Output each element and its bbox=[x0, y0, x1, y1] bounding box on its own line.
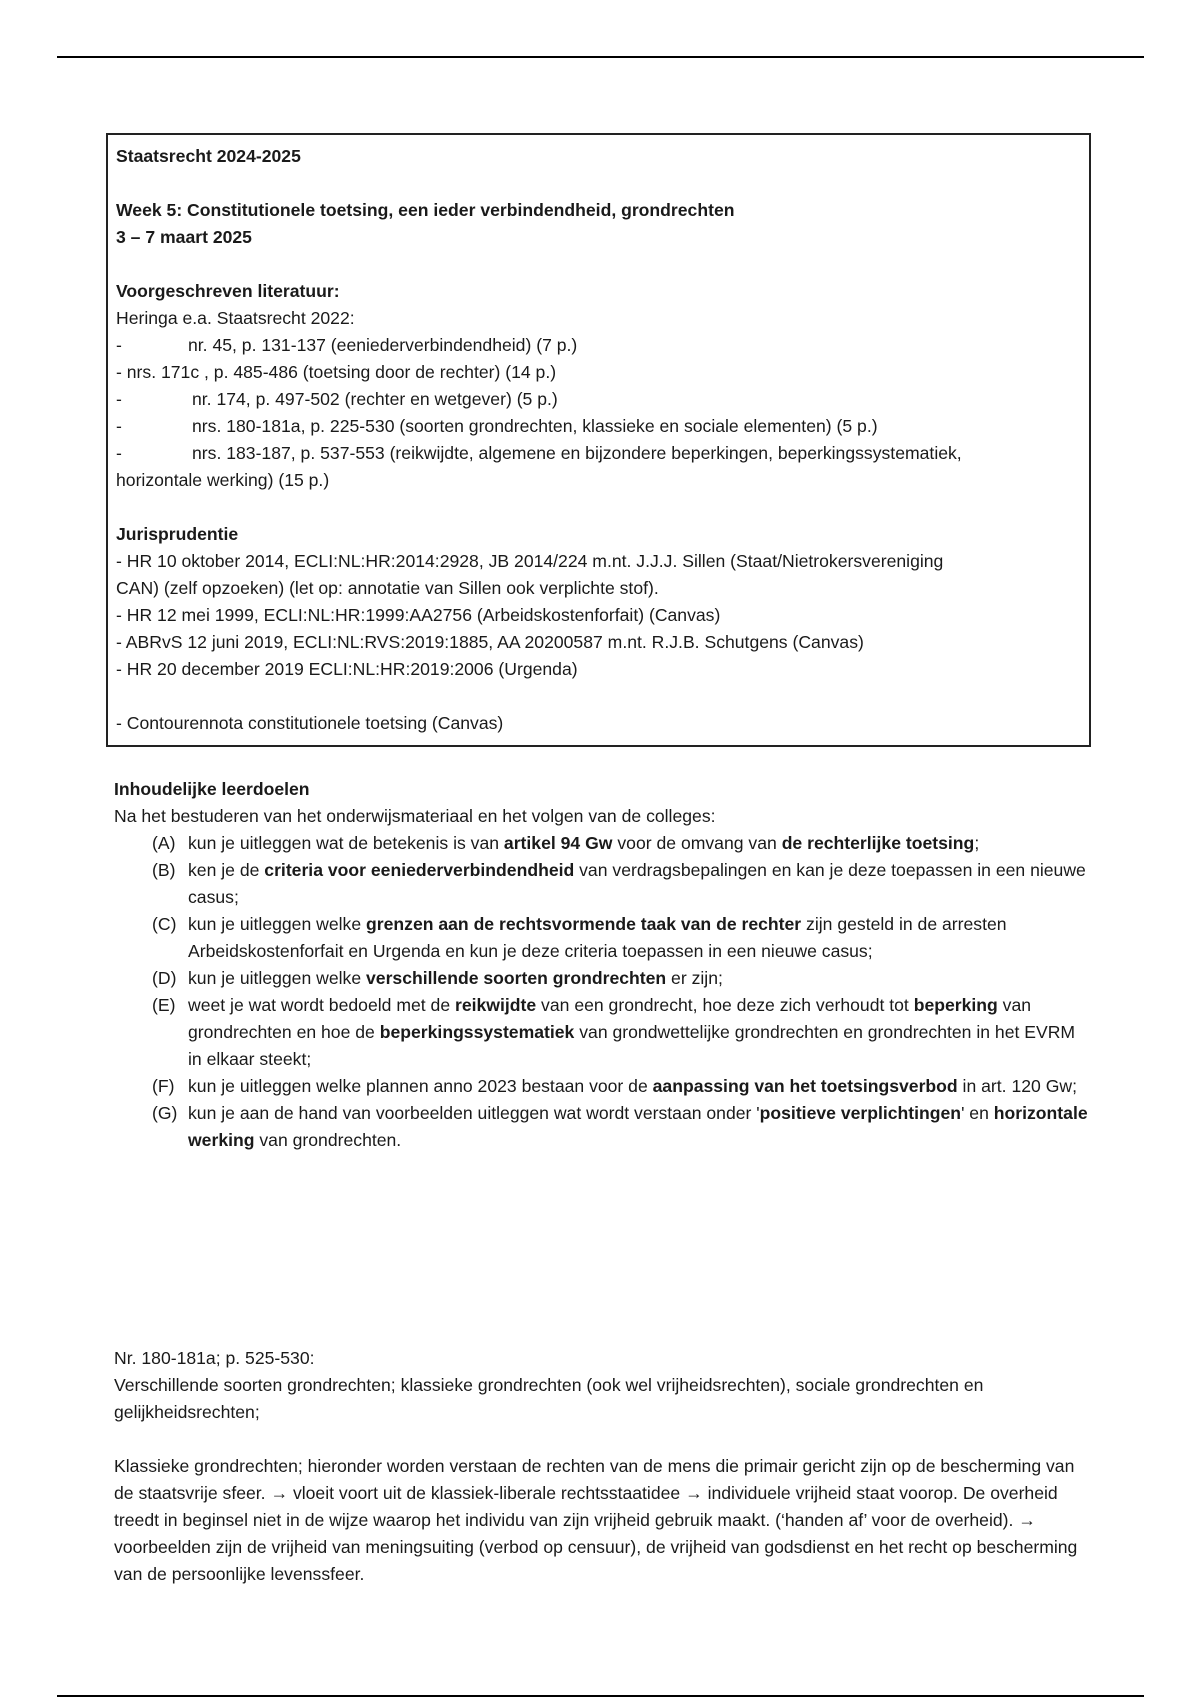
jurisprudence-item: - HR 12 mei 1999, ECLI:NL:HR:1999:AA2756 (Arbeidskostenforfait) (Canvas) bbox=[116, 605, 721, 625]
notes-classic-rights: Klassieke grondrechten; hieronder worden verstaan de rechten van de mens die primair gericht zijn op de bescherming van de staatsvrije sfeer. → vloeit voort uit de klassiek-liberale rechtsstaatidee → individuele vrijheid staat voorop. De overheid treedt in beginsel niet in de wijze waarop het individu van zijn vrijheid gebruik maakt. (‘handen af’ voor de overheid). → voorbeelden zijn de vrijheid van meningsuiting (verbod op censuur), de vrijheid van godsdienst en het recht op bescherming van de persoonlijke levenssfeer. bbox=[114, 1456, 1078, 1584]
goal-item: (G) kun je aan de hand van voorbeelden uitleggen wat wordt verstaan onder 'positieve verplichtingen' en horizontale werking van grondrechten. bbox=[152, 1103, 1088, 1150]
goals-heading: Inhoudelijke leerdoelen bbox=[114, 779, 310, 799]
jurisprudence-heading: Jurisprudentie bbox=[116, 524, 239, 544]
notes-reference: Nr. 180-181a; p. 525-530: bbox=[114, 1348, 315, 1368]
jurisprudence-item: - HR 20 december 2019 ECLI:NL:HR:2019:2006 (Urgenda) bbox=[116, 659, 578, 679]
learning-goals bbox=[114, 776, 1089, 1154]
jurisprudence-item: - ABRvS 12 juni 2019, ECLI:NL:RVS:2019:1885, AA 20200587 m.nt. R.J.B. Schutgens (Canvas) bbox=[116, 632, 864, 652]
goal-item: (A) kun je uitleggen wat de betekenis is van artikel 94 Gw voor de omvang van de rechterlijke toetsing; bbox=[152, 833, 980, 853]
literature-item: - nrs. 171c , p. 485-486 (toetsing door de rechter) (14 p.) bbox=[116, 362, 557, 382]
week-title: Week 5: Constitutionele toetsing, een ieder verbindendheid, grondrechten bbox=[116, 200, 735, 220]
literature-item: - nr. 174, p. 497-502 (rechter en wetgever) (5 p.) bbox=[116, 389, 558, 409]
goal-item: (B) ken je de criteria voor eeniederverbindendheid van verdragsbepalingen en kan je deze toepassen in een nieuwe casus; bbox=[152, 860, 1086, 907]
literature-heading: Voorgeschreven literatuur: bbox=[116, 281, 340, 301]
week-dates: 3 – 7 maart 2025 bbox=[116, 227, 252, 247]
jurisprudence-item: - HR 10 oktober 2014, ECLI:NL:HR:2014:2928, JB 2014/224 m.nt. J.J.J. Sillen (Staat/Nietrokersvereniging bbox=[116, 551, 944, 571]
literature-item: - nrs. 180-181a, p. 225-530 (soorten grondrechten, klassieke en sociale elementen) (5 p.) bbox=[116, 416, 878, 436]
goals-intro: Na het bestuderen van het onderwijsmateriaal en het volgen van de colleges: bbox=[114, 806, 716, 826]
literature-item-continuation: horizontale werking) (15 p.) bbox=[116, 470, 330, 490]
bottom-rule bbox=[57, 1695, 1144, 1697]
top-rule bbox=[57, 56, 1144, 58]
jurisprudence-item-continuation: CAN) (zelf opzoeken) (let op: annotatie van Sillen ook verplichte stof). bbox=[116, 578, 659, 598]
course-title: Staatsrecht 2024-2025 bbox=[116, 146, 301, 166]
literature-item: - nr. 45, p. 131-137 (eeniederverbindendheid) (7 p.) bbox=[116, 335, 578, 355]
goal-item: (D) kun je uitleggen welke verschillende soorten grondrechten er zijn; bbox=[152, 968, 723, 988]
contourennota-note: - Contourennota constitutionele toetsing (Canvas) bbox=[116, 713, 504, 733]
goal-item: (F) kun je uitleggen welke plannen anno 2023 bestaan voor de aanpassing van het toetsingsverbod in art. 120 Gw; bbox=[152, 1076, 1077, 1096]
goal-item: (E) weet je wat wordt bedoeld met de reikwijdte van een grondrecht, hoe deze zich verhoudt tot beperking van grondrechten en hoe de beperkingssystematiek van grondwettelijke grondrechten en grondrechten in het EVRM in elkaar steekt; bbox=[152, 995, 1076, 1069]
goal-item: (C) kun je uitleggen welke grenzen aan de rechtsvormende taak van de rechter zijn gesteld in de arresten Arbeidskostenforfait en Urgenda en kun je deze criteria toepassen in een nieuwe casus; bbox=[152, 914, 1007, 961]
notes-types: Verschillende soorten grondrechten; klassieke grondrechten (ook wel vrijheidsrechten), sociale grondrechten en gelijkheidsrechten; bbox=[114, 1375, 984, 1422]
study-notes bbox=[114, 1345, 1089, 1588]
course-info-box bbox=[106, 133, 1091, 747]
literature-item: - nrs. 183-187, p. 537-553 (reikwijdte, algemene en bijzondere beperkingen, beperkingssystematiek, bbox=[116, 443, 962, 463]
literature-source: Heringa e.a. Staatsrecht 2022: bbox=[116, 308, 355, 328]
